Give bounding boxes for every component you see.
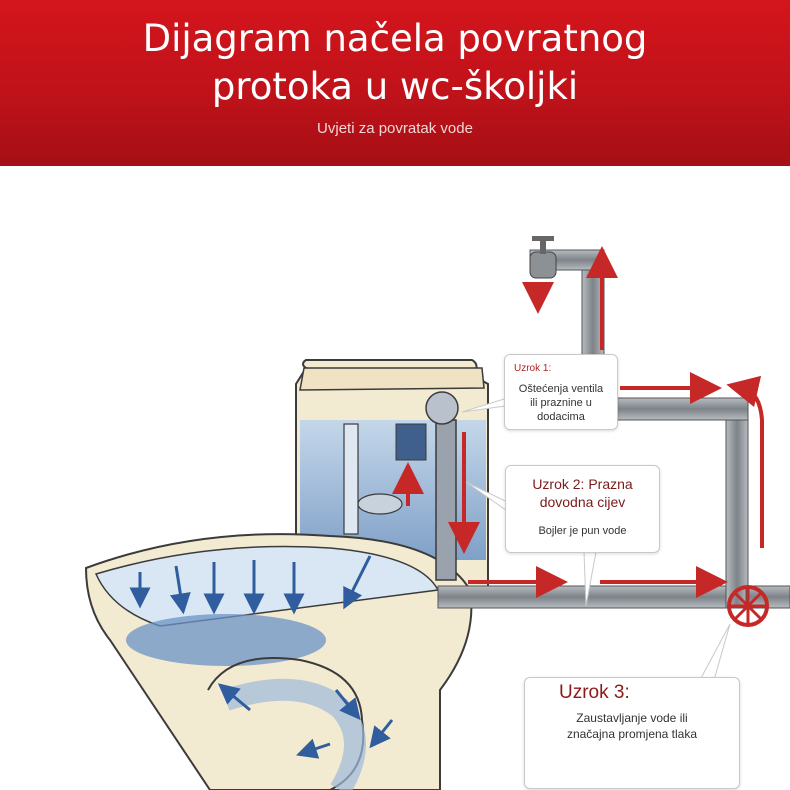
cause-2-text: Bojler je pun vode — [538, 525, 627, 537]
cause-2-heading-line-2: dovodna cijev — [539, 494, 626, 510]
page-subtitle: Uvjeti za povratak vode — [317, 120, 473, 137]
page-title-line-1: Dijagram načela povratnog — [142, 17, 648, 60]
toilet-bowl — [86, 534, 471, 790]
cause-1-line-2: ili praznine u — [530, 397, 592, 409]
cause-3-text — [525, 710, 739, 742]
callout-cause-1 — [504, 354, 618, 430]
callout-cause-3 — [524, 677, 740, 789]
cause-1-line-1: Oštećenja ventila — [518, 383, 604, 395]
faucet-icon — [530, 236, 556, 278]
cause-3-heading: Uzrok 3: — [559, 682, 630, 703]
cause-3-line-2: značajna promjena tlaka — [566, 727, 698, 741]
cause-1-line-3: dodacima — [537, 411, 585, 423]
header-banner — [0, 0, 790, 166]
callout-cause-2 — [505, 465, 660, 553]
valve-wheel-icon — [729, 587, 767, 625]
cause-1-heading: Uzrok 1: — [514, 363, 552, 374]
cause-2-heading-line-1: Uzrok 2: Prazna — [532, 476, 633, 492]
cause-1-text — [509, 382, 613, 424]
cause-3-line-1: Zaustavljanje vode ili — [576, 711, 688, 725]
cause-2-heading — [506, 475, 659, 511]
page-title-line-2: protoka u wc-školjki — [211, 65, 579, 108]
